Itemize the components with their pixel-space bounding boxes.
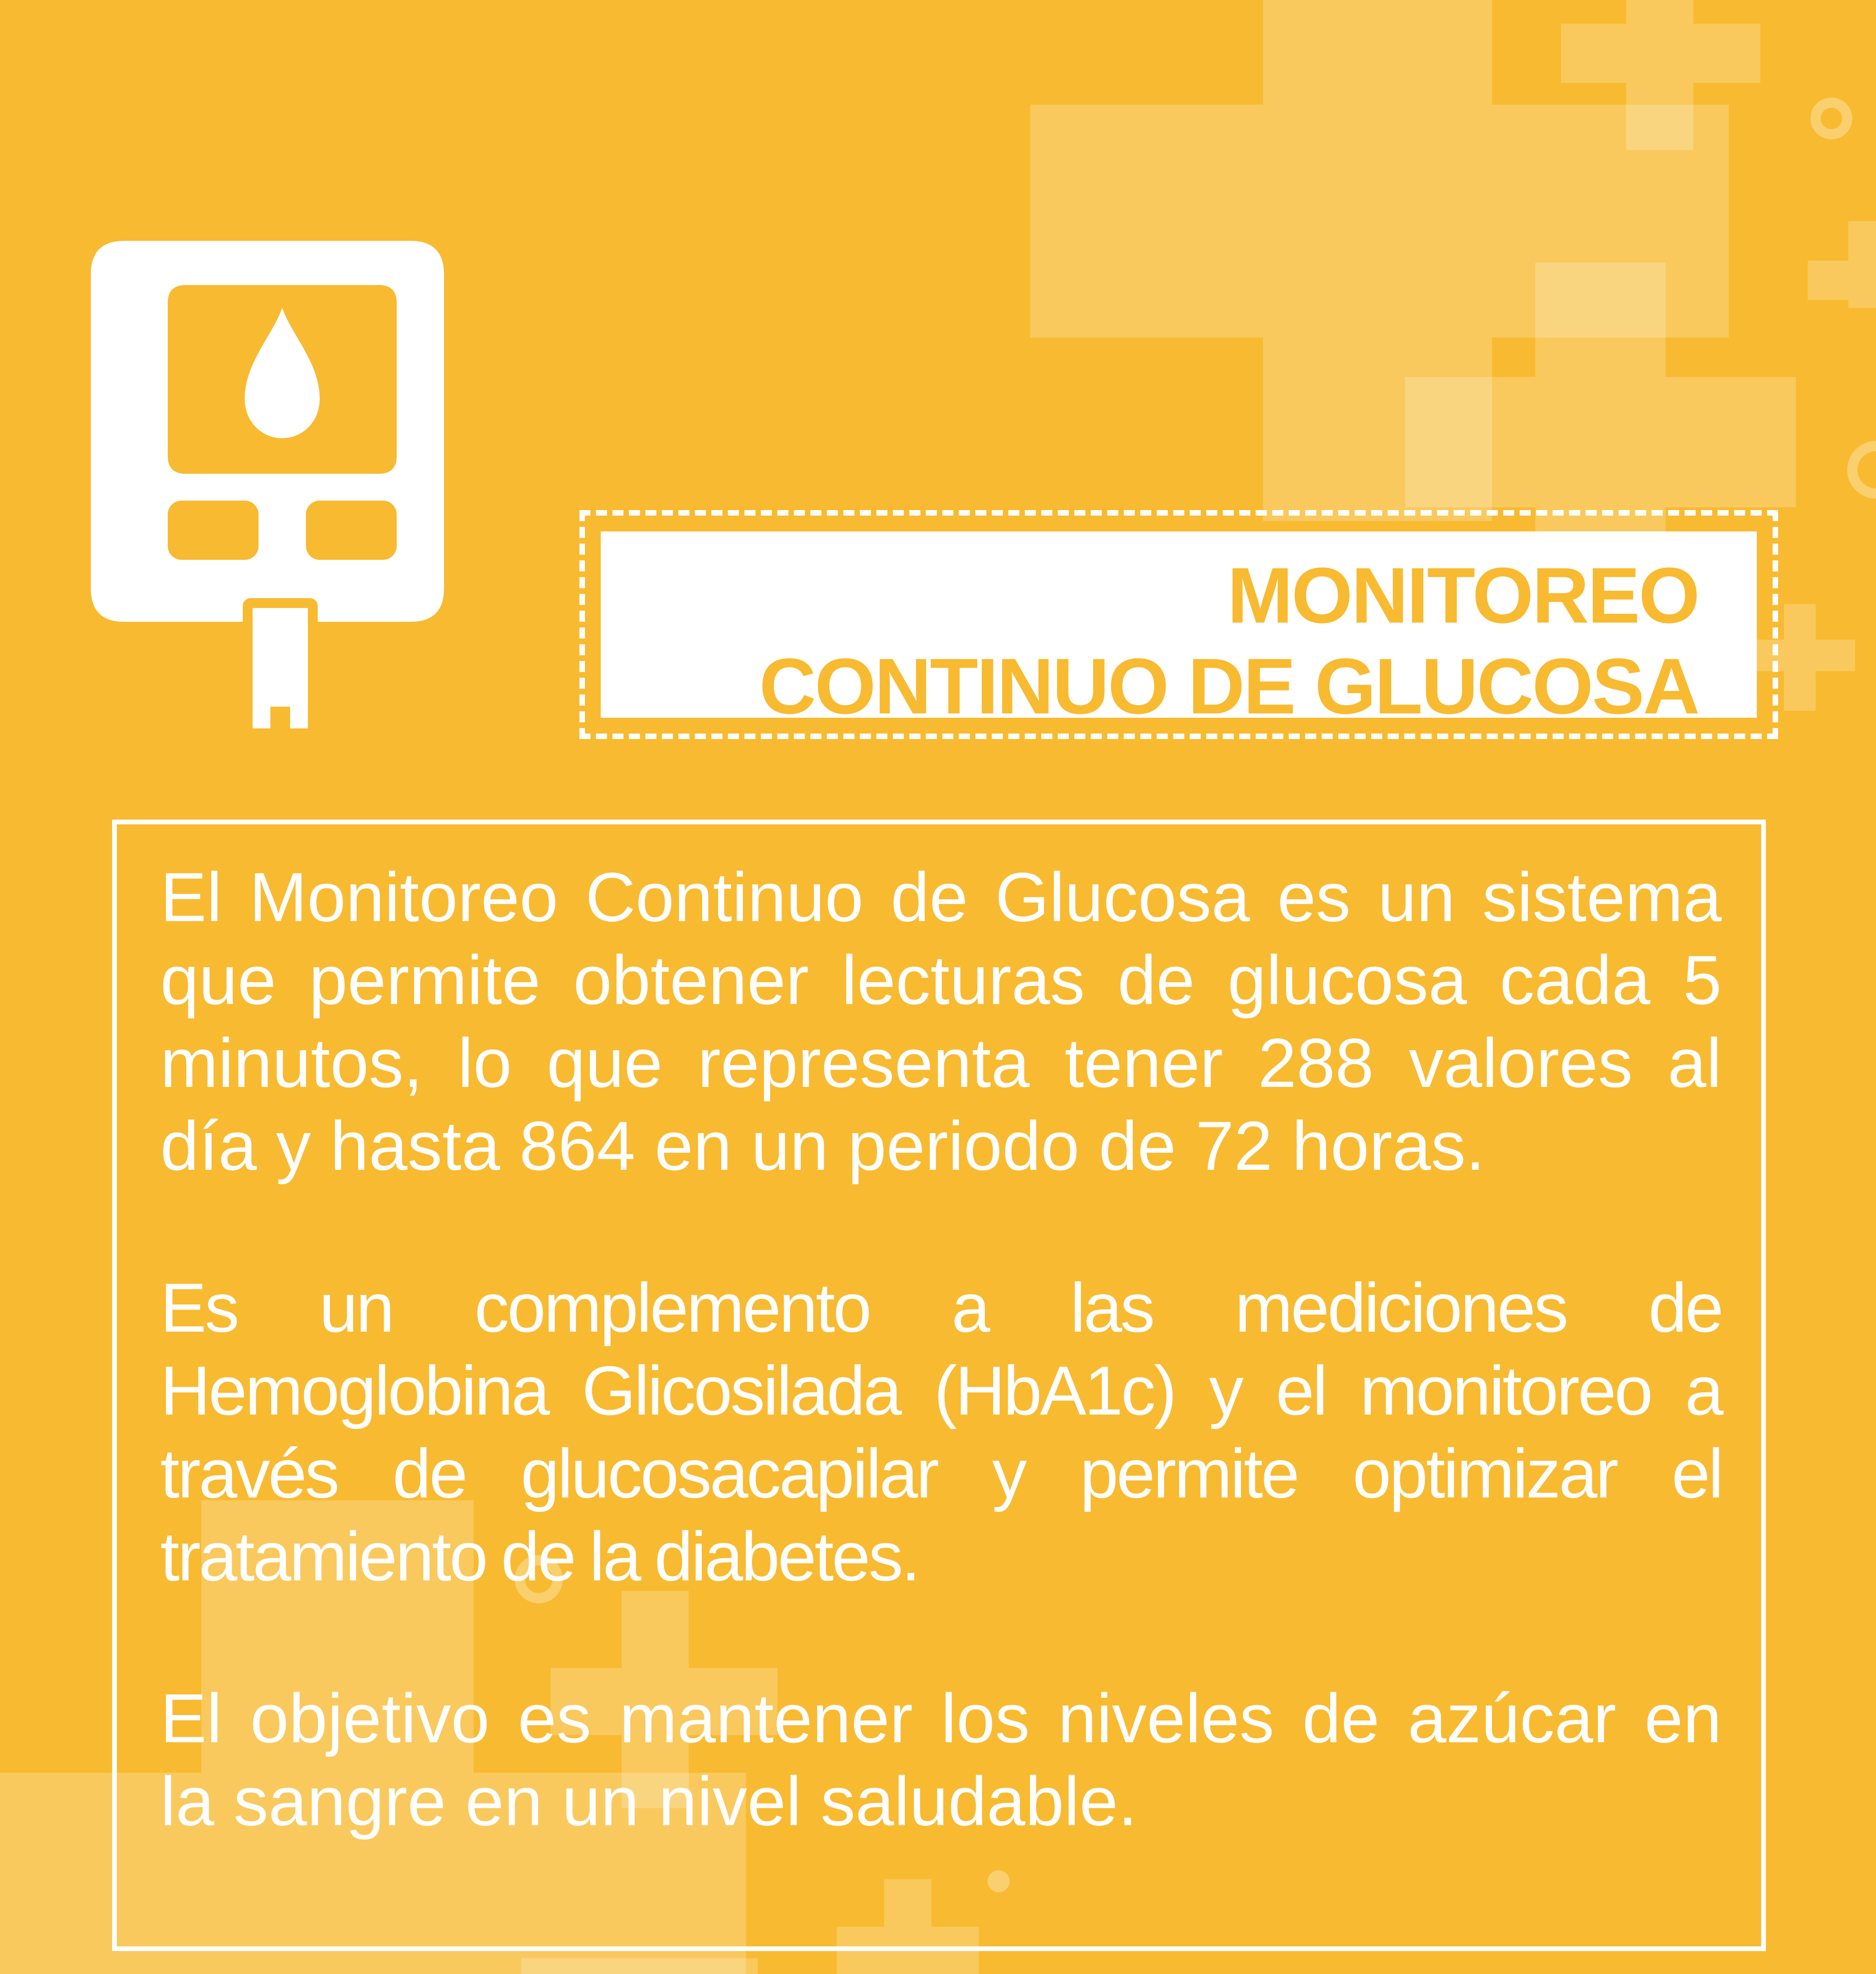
title-line-1: MONITOREO [1227,552,1698,640]
page-title [601,531,1757,730]
paragraph-intro: El Monitoreo Continuo de Glucosa es un sistema que permite obtener lecturas de glucosa cada 5 minutos, lo que representa tener 288 valores al día y hasta 864 en un periodo de 72 horas. [160,859,1722,1185]
paragraph-complement: Es un complemento a las mediciones de Hemoglobina Glicosilada (HbA1c) y el monitoreo a través de glucosacapilar y permite optimizar el tratamiento de la diabetes. [160,1269,1722,1595]
title-line-2: CONTINUO DE GLUCOSA [759,642,1698,730]
title-frame [579,510,1778,739]
content-frame [112,820,1766,1951]
blood-drop-icon [245,308,320,438]
paragraph-objective: El objetivo es mantener los niveles de azúcar en la sangre en un nivel saludable. [160,1680,1722,1840]
